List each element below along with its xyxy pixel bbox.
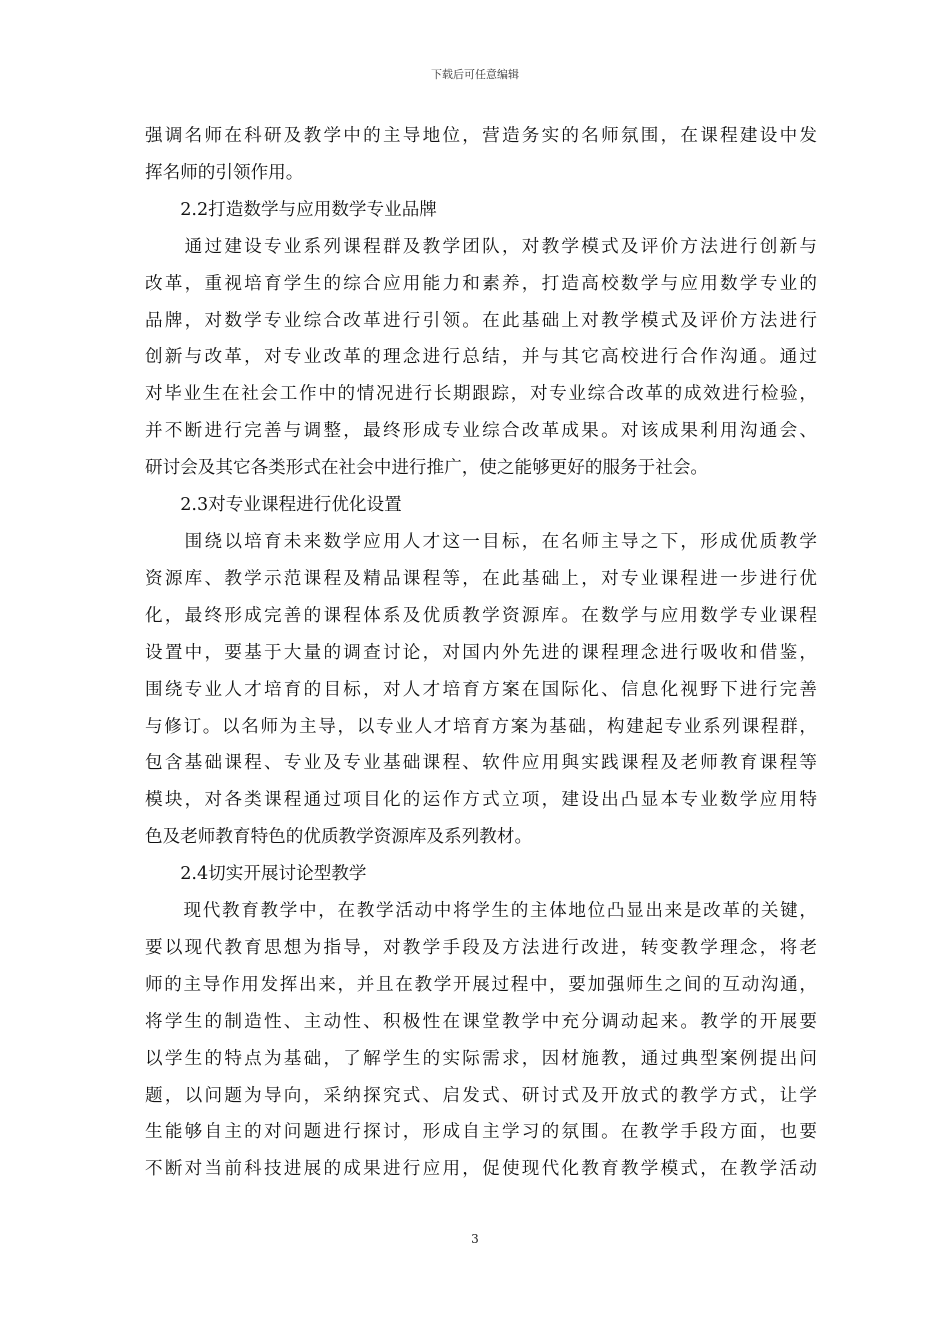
text-line: 师的主导作用发挥出来，并且在教学开展过程中，要加强师生之间的互动沟通， — [145, 974, 817, 995]
text-line: 要以现代教育思想为指导，对教学手段及方法进行改进，转变教学理念，将老 — [145, 937, 817, 958]
text-line: 化，最终形成完善的课程体系及优质教学资源库。在数学与应用数学专业课程 — [145, 605, 817, 626]
text-line: 品牌，对数学专业综合改革进行引领。在此基础上对教学模式及评价方法进行 — [145, 310, 817, 331]
text-line: 围绕专业人才培育的目标，对人才培育方案在国际化、信息化视野下进行完善 — [145, 679, 817, 700]
page-number: 3 — [471, 1232, 479, 1246]
text-line: 资源库、教学示范课程及精品课程等，在此基础上，对专业课程进一步进行优 — [145, 568, 817, 589]
text-line: 并不断进行完善与调整，最终形成专业综合改革成果。对该成果利用沟通会、 — [145, 421, 817, 442]
text-line: 包含基础课程、专业及专业基础课程、软件应用與实践课程及老师教育课程等 — [145, 753, 817, 774]
text-line: 将学生的制造性、主动性、积极性在课堂教学中充分调动起来。教学的开展要 — [145, 1011, 817, 1032]
text-line: 生能够自主的对问题进行探讨，形成自主学习的氛围。在教学手段方面，也要 — [145, 1122, 817, 1143]
text-line: 设置中，要基于大量的调查讨论，对国内外先进的课程理念进行吸收和借鉴， — [145, 642, 817, 663]
page-header: 下载后可任意编辑 — [431, 68, 519, 81]
text-line: 与修订。以名师为主导，以专业人才培育方案为基础，构建起专业系列课程群， — [145, 716, 817, 737]
paragraph-3 — [145, 524, 817, 856]
text-line: 改革，重视培育学生的综合应用能力和素养，打造高校数学与应用数学专业的 — [145, 273, 817, 294]
text-line: 挥名师的引领作用。 — [145, 162, 304, 183]
section-heading-2-3: 2.3对专业课程进行优化设置 — [180, 495, 402, 516]
text-line: 模块，对各类课程通过项目化的运作方式立项，建设出凸显本专业数学应用特 — [145, 790, 817, 811]
text-line: 强调名师在科研及教学中的主导地位，营造务实的名师氛围，在课程建设中发 — [145, 126, 817, 146]
text-line: 创新与改革，对专业改革的理念进行总结，并与其它高校进行合作沟通。通过 — [145, 347, 817, 368]
body-text — [145, 118, 817, 1188]
section-heading-2-2: 2.2打造数学与应用数学专业品牌 — [180, 199, 437, 220]
text-line: 研讨会及其它各类形式在社会中进行推广，使之能够更好的服务于社会。 — [145, 458, 709, 479]
section-heading-2-4: 2.4切实开展讨论型教学 — [180, 864, 367, 885]
text-line: 不断对当前科技进展的成果进行应用，促使现代化教育教学模式，在教学活动 — [145, 1159, 817, 1180]
text-line: 现代教育教学中，在教学活动中将学生的主体地位凸显出来是改革的关键， — [145, 901, 817, 922]
text-line: 围绕以培育未来数学应用人才这一目标，在名师主导之下，形成优质教学 — [145, 531, 817, 552]
paragraph-2 — [145, 229, 817, 487]
text-line: 对毕业生在社会工作中的情况进行长期跟踪，对专业综合改革的成效进行检验， — [145, 384, 817, 405]
paragraph-4 — [145, 893, 817, 1188]
text-line: 以学生的特点为基础，了解学生的实际需求，因材施教，通过典型案例提出问 — [145, 1048, 817, 1069]
paragraph-1 — [145, 118, 817, 192]
text-line: 色及老师教育特色的优质教学资源库及系列教材。 — [145, 827, 533, 848]
text-line: 题，以问题为导向，采纳探究式、启发式、研讨式及开放式的教学方式，让学 — [145, 1085, 817, 1106]
text-line: 通过建设专业系列课程群及教学团队，对教学模式及评价方法进行创新与 — [145, 236, 817, 257]
